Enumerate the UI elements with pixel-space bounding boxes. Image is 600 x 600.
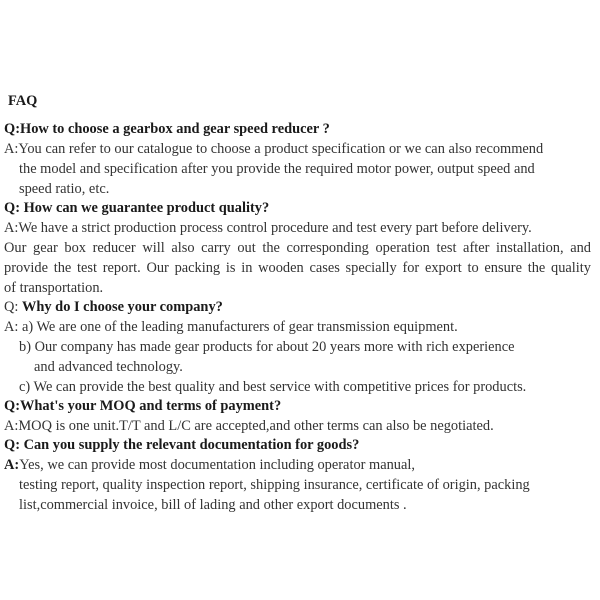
question-prefix: Q: bbox=[4, 398, 20, 414]
answer-3-line-3: and advanced technology. bbox=[34, 359, 183, 375]
answer-2-line-4: of transportation. bbox=[4, 280, 104, 296]
question-text: How to choose a gearbox and gear speed reducer ? bbox=[20, 121, 330, 137]
answer-prefix: A: bbox=[4, 457, 20, 473]
question-text: How can we guarantee product quality? bbox=[20, 200, 270, 216]
answer-text: Yes, we can provide most documentation including operator manual, bbox=[19, 457, 415, 473]
answer-2-line-3: provide the test report. Our packing is in wooden cases specially for export to ensure the quality bbox=[4, 260, 591, 276]
answer-4-line-1: A:MOQ is one unit.T/T and L/C are accepted,and other terms can also be negotiated. bbox=[4, 418, 494, 434]
question-1 bbox=[4, 119, 330, 139]
question-5 bbox=[4, 435, 359, 455]
answer-5-line-3: list,commercial invoice, bill of lading and other export documents . bbox=[19, 497, 407, 513]
question-prefix: Q: bbox=[4, 437, 24, 453]
question-prefix: Q: bbox=[4, 200, 20, 216]
answer-1-line-2: the model and specification after you provide the required motor power, output speed and bbox=[19, 161, 535, 177]
answer-5-line-2: testing report, quality inspection report, shipping insurance, certificate of origin, packing bbox=[19, 477, 530, 493]
answer-3-line-1: A: a) We are one of the leading manufacturers of gear transmission equipment. bbox=[4, 319, 458, 335]
question-text: Can you supply the relevant documentation for goods? bbox=[23, 437, 360, 453]
question-prefix: Q: bbox=[4, 121, 20, 137]
answer-2-line-2: Our gear box reducer will also carry out the corresponding operation test after installation, and bbox=[4, 240, 591, 256]
answer-2-line-1: A:We have a strict production process control procedure and test every part before delivery. bbox=[4, 220, 532, 236]
question-3 bbox=[4, 297, 223, 317]
question-text: Why do I choose your company? bbox=[22, 299, 223, 315]
question-2 bbox=[4, 198, 269, 218]
question-4 bbox=[4, 396, 281, 416]
question-text: What's your MOQ and terms of payment? bbox=[20, 398, 282, 414]
question-prefix: Q: bbox=[4, 299, 22, 315]
answer-1-line-1: A:You can refer to our catalogue to choose a product specification or we can also recommend bbox=[4, 141, 544, 157]
faq-title: FAQ bbox=[8, 93, 38, 109]
answer-5-line-1 bbox=[4, 455, 415, 475]
answer-1-line-3: speed ratio, etc. bbox=[19, 181, 110, 197]
answer-3-line-2: b) Our company has made gear products for about 20 years more with rich experience bbox=[19, 339, 515, 355]
answer-3-line-4: c) We can provide the best quality and best service with competitive prices for products. bbox=[19, 379, 527, 395]
